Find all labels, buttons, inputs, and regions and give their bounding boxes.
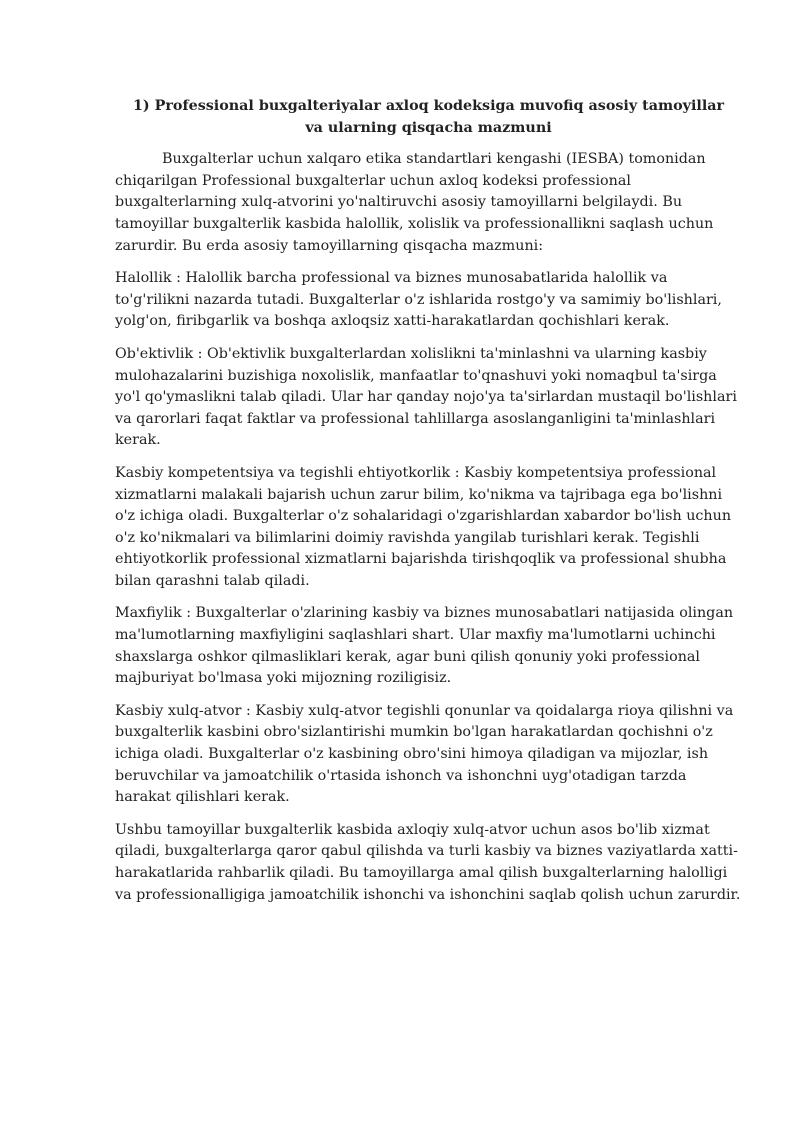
document-page — [115, 96, 742, 917]
paragraph-kasbiy-kompetentsiya: Kasbiy kompetentsiya va tegishli ehtiyotkorlik : Kasbiy kompetentsiya professional xizmatlarni malakali bajarish uchun zarur bilim, ko'nikma va tajribaga ega bo'lishni o'z ichiga oladi. Buxgalterlar o'z sohalaridagi o'zgarishlardan xabardor bo'lish uchun o'z ko'nikmalari va bilimlarini doimiy ravishda yangilab turishlari kerak. Tegishli ehtiyotkorlik professional xizmatlarni bajarishda tirishqoqlik va professional shubha bilan qarashni talab qiladi. — [115, 464, 732, 589]
paragraph-kasbiy-xulq-atvor: Kasbiy xulq-atvor : Kasbiy xulq-atvor tegishli qonunlar va qoidalarga rioya qilishni va buxgalterlik kasbini obro'sizlantirishi mumkin bo'lgan harakatlardan qochishni o'z ichiga oladi. Buxgalterlar o'z kasbining obro'sini himoya qiladigan va mijozlar, ish beruvchilar va jamoatchilik o'rtasida ishonch va ishonchni uyg'otadigan tarzda harakat qilishlari kerak. — [115, 702, 734, 806]
paragraph-halollik: Halollik : Halollik barcha professional va biznes munosabatlarida halollik va to'g'rilikni nazarda tutadi. Buxgalterlar o'z ishlarida rostgo'y va samimiy bo'lishlari, yolg'on, firibgarlik va boshqa axloqsiz xatti-harakatlardan qochishlari kerak. — [115, 270, 722, 330]
document-title: 1) Professional buxgalteriyalar axloq kodeksiga muvofiq asosiy tamoyillar va ularning qisqacha mazmuni — [132, 98, 725, 136]
paragraph-maxfiylik: Maxfiylik : Buxgalterlar o'zlarining kasbiy va biznes munosabatlari natijasida olingan ma'lumotlarning maxfiyligini saqlashlari shart. Ular maxfiy ma'lumotlarni uchinchi shaxslarga oshkor qilmasliklari kerak, agar buni qilish qonuniy yoki professional majburiyat bo'lmasa yoki mijozning roziligisiz. — [115, 605, 734, 687]
paragraph-obektivlik: Ob'ektivlik : Ob'ektivlik buxgalterlardan xolislikni ta'minlashni va ularning kasbiy mulohazalarini buzishiga noxolislik, manfaatlar to'qnashuvi yoki nomaqbul ta'sirga yo'l qo'ymaslikni talab qiladi. Ular har qanday nojo'ya ta'sirlardan mustaqil bo'lishlari va qarorlari faqat faktlar va professional tahlillarga asoslanganligini ta'minlashlari kerak. — [115, 345, 737, 449]
conclusion-paragraph: Ushbu tamoyillar buxgalterlik kasbida axloqiy xulq-atvor uchun asos bo'lib xizmat qiladi, buxgalterlarga qaror qabul qilishda va turli kasbiy va biznes vaziyatlarda xatti-harakatlarida rahbarlik qiladi. Bu tamoyillarga amal qilish buxgalterlarning halolligi va professionalligiga jamoatchilik ishonchi va ishonchini saqlab qolish uchun zarurdir. — [115, 821, 741, 903]
intro-paragraph: Buxgalterlar uchun xalqaro etika standartlari kengashi (IESBA) tomonidan chiqarilgan Professional buxgalterlar uchun axloq kodeksi professional buxgalterlarning xulq-atvorini yo'naltiruvchi asosiy tamoyillarni belgilaydi. Bu tamoyillar buxgalterlik kasbida halollik, xolislik va professionallikni saqlash uchun zarurdir. Bu erda asosiy tamoyillarning qisqacha mazmuni: — [115, 151, 714, 254]
